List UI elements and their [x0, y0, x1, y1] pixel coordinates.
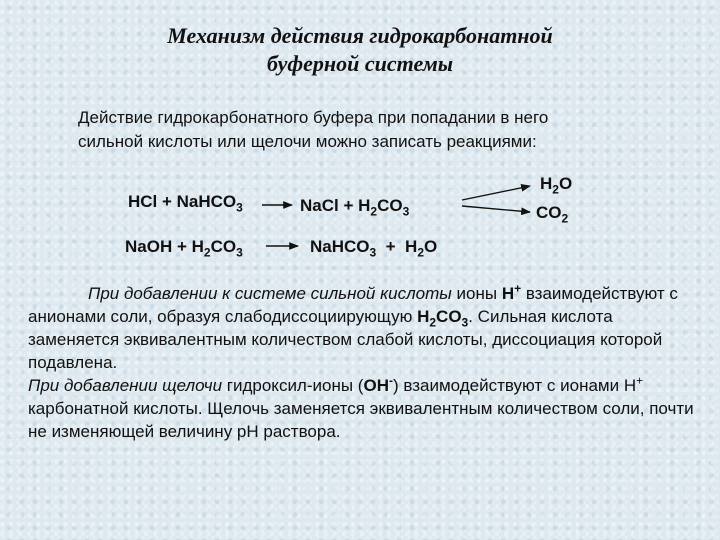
intro-line-1: Действие гидрокарбонатного буфера при попадании в него [78, 108, 549, 127]
reaction-2-products: NaHCO$_3$ + $H_2O$ [310, 237, 438, 260]
reaction-1-products: NaCl + $H_2CO_3$ [300, 196, 410, 219]
reaction-1-reactants: HCl + NaHCO$_3$ [128, 192, 243, 215]
decomposition-arrow-down [462, 206, 530, 212]
explanation-alkali: При добавлении щелочи гидроксил-ионы (OH-) взаимодействуют с ионами H+ карбонатной кислоты. Щелочь заменяется эквивалентным количеством соли, почти не изменяющей величину рН раствора. [28, 373, 694, 441]
decomposition-water: $H_2O$ [540, 174, 573, 197]
decomposition-co2: $CO_2$ [536, 203, 569, 226]
slide-title-line-2: буферной системы [266, 51, 454, 76]
reaction-2-reactants: NaOH + $H_2CO_3$ [125, 237, 243, 260]
explanation-paragraph [28, 282, 698, 443]
explanation-acid: При добавлении к системе сильной кислоты ионы H+ взаимодействуют с анионами соли, образуя слабодиссоциирующую $H_2CO_3$. Сильная кислота заменяется эквивалентным количеством слабой кислоты, диссоциация которой подавлена. [28, 281, 678, 372]
slide-title-line-1: Механизм действия гидрокарбонатной [167, 23, 553, 48]
intro-line-2: сильной кислоты или щелочи можно записать реакциями: [78, 132, 537, 151]
decomposition-arrow-up [462, 186, 530, 200]
